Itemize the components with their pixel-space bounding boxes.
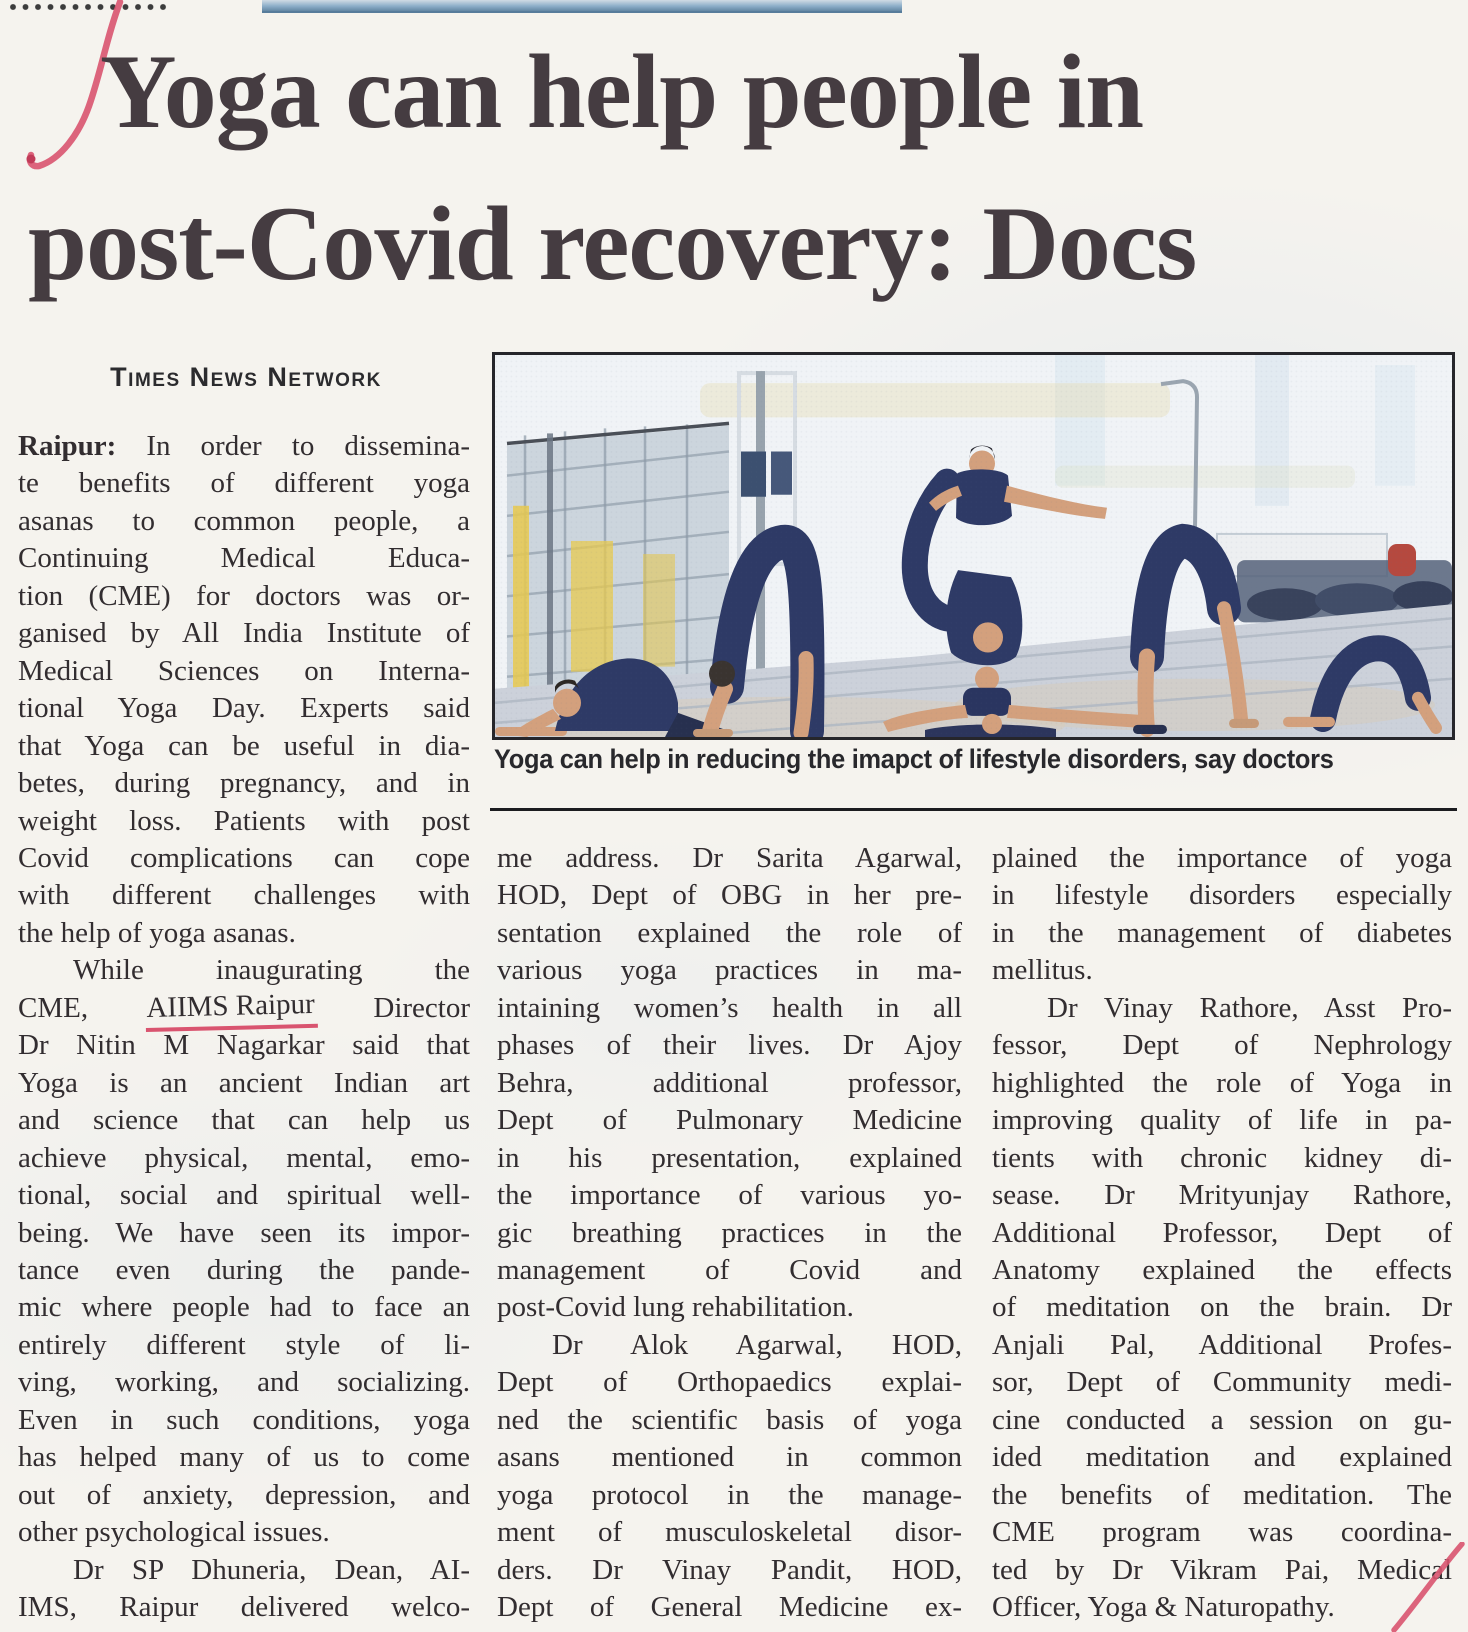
text-line: mic where people had to face an (18, 1291, 470, 1324)
text-line: Behra, additional professor, (497, 1066, 962, 1099)
text-line: has helped many of us to come (18, 1441, 470, 1474)
article-column-3 (992, 840, 1452, 1627)
text-line: Additional Professor, Dept of (992, 1216, 1452, 1249)
text-line: out of anxiety, depression, and (18, 1478, 470, 1511)
text-line: Dr Vinay Rathore, Asst Pro- (1047, 991, 1452, 1024)
text-line: tance even during the pande- (18, 1253, 470, 1286)
text-line: ganised by All India Institute of (18, 617, 470, 650)
photo-caption-text: Yoga can help in reducing the imapct of lifestyle disorders, say doctors (494, 744, 1334, 774)
article-column-1 (18, 428, 470, 1627)
text-line: Anatomy explained the effects (992, 1253, 1452, 1286)
article-column-2 (497, 840, 962, 1627)
text-line: Raipur: In order to dissemina- (18, 430, 470, 462)
text-line: entirely different style of li- (18, 1328, 470, 1361)
text-line: asans mentioned in common (497, 1441, 962, 1474)
text-line: post-Covid lung rehabilitation. (497, 1291, 854, 1324)
text-line: tients with chronic kidney di- (992, 1141, 1452, 1174)
text-line: Yoga is an ancient Indian art (18, 1066, 470, 1099)
paragraph (18, 952, 470, 1551)
text-line: that Yoga can be useful in dia- (18, 729, 470, 762)
byline: Times News Network (110, 362, 382, 392)
text-line: ders. Dr Vinay Pandit, HOD, (497, 1553, 962, 1586)
text-line: asanas to common people, a (18, 504, 470, 537)
yoga-photo-illustration (495, 355, 1452, 737)
text-line: the importance of various yo- (497, 1179, 962, 1212)
text-line: with different challenges with (18, 879, 470, 912)
text-line: being. We have seen its impor- (18, 1216, 470, 1249)
headline-line-1: Yoga can help people in (100, 33, 1144, 150)
photo-caption (494, 744, 1457, 775)
text-line: mellitus. (992, 954, 1093, 987)
headline-line-2: post-Covid recovery: Docs (28, 185, 1197, 302)
text-line: Dept of Orthopaedics explai- (497, 1366, 962, 1399)
text-line: ving, working, and socializing. (18, 1366, 470, 1399)
text-line: Dept of Pulmonary Medicine (497, 1104, 962, 1137)
text-line: Continuing Medical Educa- (18, 542, 470, 575)
paragraph (992, 990, 1452, 1627)
text-line: tion (CME) for doctors was or- (18, 579, 470, 612)
perforation-dots (10, 3, 168, 11)
text-line: me address. Dr Sarita Agarwal, (497, 842, 962, 874)
text-line: various yoga practices in ma- (497, 954, 962, 987)
text-line: gic breathing practices in the (497, 1216, 962, 1249)
text-line: the benefits of meditation. The (992, 1478, 1452, 1511)
text-line: and science that can help us (18, 1104, 470, 1137)
text-line: highlighted the role of Yoga in (992, 1066, 1452, 1099)
text-line: CME, AIIMS Raipur Director (18, 990, 470, 1027)
text-line: management of Covid and (497, 1253, 962, 1286)
text-line: weight loss. Patients with post (18, 804, 470, 837)
text-line: te benefits of different yoga (18, 467, 470, 500)
text-line: in his presentation, explained (497, 1141, 962, 1174)
text-line: ment of musculoskeletal disor- (497, 1516, 962, 1549)
text-line: in lifestyle disorders especially (992, 879, 1452, 912)
text-line: tional, social and spiritual well- (18, 1179, 470, 1212)
text-line: cine conducted a session on gu- (992, 1403, 1452, 1436)
paragraph (497, 1327, 962, 1627)
text-line: Medical Sciences on Interna- (18, 654, 470, 687)
text-line: in the management of diabetes (992, 916, 1452, 949)
text-line: ned the scientific basis of yoga (497, 1403, 962, 1436)
red-underlined-text: AIIMS Raipur (145, 986, 318, 1033)
text-line: other psychological issues. (18, 1516, 330, 1549)
text-line: Officer, Yoga & Naturopathy. (992, 1591, 1335, 1624)
text-line: improving quality of life in pa- (992, 1104, 1452, 1137)
text-line: of meditation on the brain. Dr (992, 1291, 1452, 1324)
text-line: betes, during pregnancy, and in (18, 767, 470, 800)
text-line: tional Yoga Day. Experts said (18, 692, 470, 725)
text-line: Dr SP Dhuneria, Dean, AI- (73, 1553, 470, 1586)
text-line: fessor, Dept of Nephrology (992, 1029, 1452, 1062)
text-line: ted by Dr Vikram Pai, Medical (992, 1553, 1452, 1586)
paragraph (18, 1552, 470, 1627)
text-line: sease. Dr Mrityunjay Rathore, (992, 1179, 1452, 1212)
text-line: yoga protocol in the manage- (497, 1478, 962, 1511)
text-line: ided meditation and explained (992, 1441, 1452, 1474)
text-line: Even in such conditions, yoga (18, 1403, 470, 1436)
text-line: phases of their lives. Dr Ajoy (497, 1029, 962, 1062)
text-line: Anjali Pal, Additional Profes- (992, 1328, 1452, 1361)
text-line: sentation explained the role of (497, 916, 962, 949)
text-line: While inaugurating the (73, 954, 470, 987)
bold-lead-in: Raipur: (18, 430, 117, 462)
text-line: plained the importance of yoga (992, 842, 1452, 874)
paragraph (18, 428, 470, 952)
yoga-demonstration-photo (492, 352, 1455, 740)
text-line: Covid complications can cope (18, 841, 470, 874)
text-line: achieve physical, mental, emo- (18, 1141, 470, 1174)
text-line: Dept of General Medicine ex- (497, 1591, 962, 1624)
caption-divider-rule (490, 808, 1457, 811)
text-line: sor, Dept of Community medi- (992, 1366, 1452, 1399)
text-line: IMS, Raipur delivered welco- (18, 1591, 470, 1624)
text-line: the help of yoga asanas. (18, 916, 296, 949)
paragraph (992, 840, 1452, 990)
text-line: HOD, Dept of OBG in her pre- (497, 879, 962, 912)
text-line: Dr Nitin M Nagarkar said that (18, 1029, 470, 1062)
text-line: CME program was coordina- (992, 1516, 1452, 1549)
text-line: intaining women’s health in all (497, 991, 962, 1024)
scan-edge-blue-bar (262, 0, 902, 13)
paragraph (497, 840, 962, 1327)
text-line: Dr Alok Agarwal, HOD, (552, 1328, 962, 1361)
headline (28, 16, 1443, 320)
